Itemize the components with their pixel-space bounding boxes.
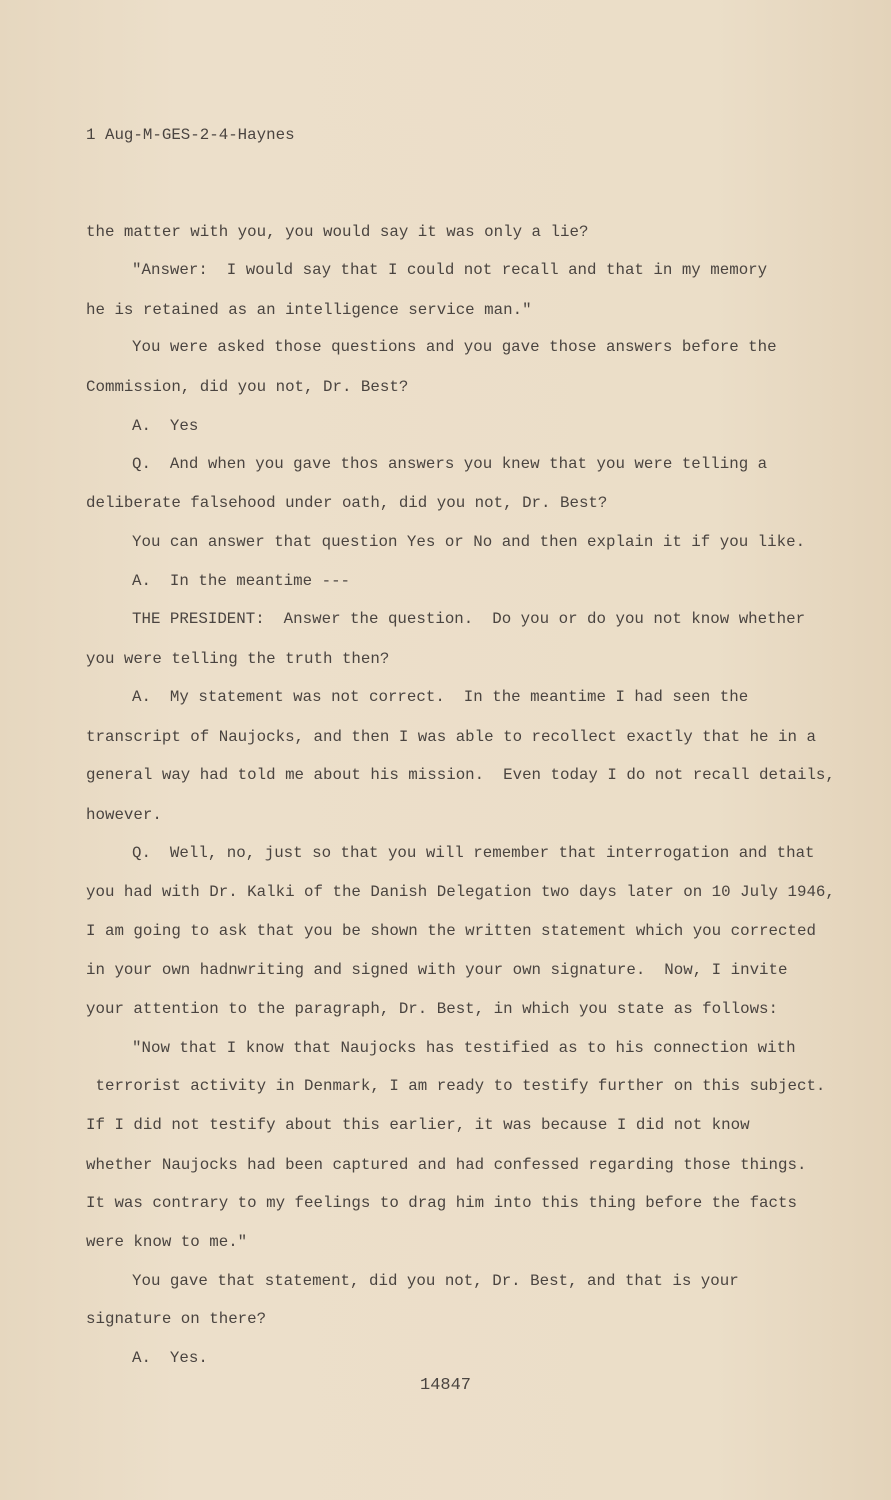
- text-line: I am going to ask that you be shown the written statement which you corrected: [86, 922, 816, 940]
- text-line: "Now that I know that Naujocks has testified as to his connection with: [132, 1039, 796, 1057]
- text-line: A. My statement was not correct. In the meantime I had seen the: [132, 688, 749, 706]
- text-line: your attention to the paragraph, Dr. Best, in which you state as follows:: [86, 1000, 779, 1018]
- text-line: signature on there?: [86, 1310, 267, 1328]
- text-line: You were asked those questions and you gave those answers before the: [132, 338, 777, 356]
- text-line: the matter with you, you would say it was only a lie?: [86, 223, 589, 241]
- text-line: Q. Well, no, just so that you will remember that interrogation and that: [132, 844, 815, 862]
- text-line: general way had told me about his mission. Even today I do not recall details,: [86, 766, 835, 784]
- text-line: in your own hadnwriting and signed with your own signature. Now, I invite: [86, 961, 788, 979]
- text-line: If I did not testify about this earlier, it was because I did not know: [86, 1116, 750, 1134]
- text-line: You can answer that question Yes or No and then explain it if you like.: [132, 533, 806, 551]
- text-line: It was contrary to my feelings to drag him into this thing before the facts: [86, 1194, 797, 1212]
- text-line: Q. And when you gave thos answers you knew that you were telling a: [132, 455, 768, 473]
- text-line: "Answer: I would say that I could not recall and that in my memory: [132, 261, 768, 279]
- text-line: You gave that statement, did you not, Dr. Best, and that is your: [132, 1272, 739, 1290]
- text-line: transcript of Naujocks, and then I was able to recollect exactly that he in a: [86, 728, 816, 746]
- text-line: he is retained as an intelligence service man.": [86, 301, 532, 319]
- text-line: deliberate falsehood under oath, did you not, Dr. Best?: [86, 494, 608, 512]
- text-line: whether Naujocks had been captured and had confessed regarding those things.: [86, 1156, 807, 1174]
- text-line: A. In the meantime ---: [132, 572, 351, 590]
- text-line: terrorist activity in Denmark, I am ready to testify further on this subject.: [86, 1077, 826, 1095]
- text-line: however.: [86, 806, 162, 824]
- page-number: 14847: [420, 1376, 472, 1395]
- document-header: 1 Aug-M-GES-2-4-Haynes: [86, 126, 295, 144]
- text-line: A. Yes: [132, 417, 199, 435]
- text-line: THE PRESIDENT: Answer the question. Do you or do you not know whether: [132, 610, 806, 628]
- text-line: Commission, did you not, Dr. Best?: [86, 378, 409, 396]
- text-line: A. Yes.: [132, 1349, 208, 1367]
- text-line: were know to me.": [86, 1233, 248, 1251]
- text-line: you were telling the truth then?: [86, 650, 390, 668]
- text-line: you had with Dr. Kalki of the Danish Delegation two days later on 10 July 1946,: [86, 883, 835, 901]
